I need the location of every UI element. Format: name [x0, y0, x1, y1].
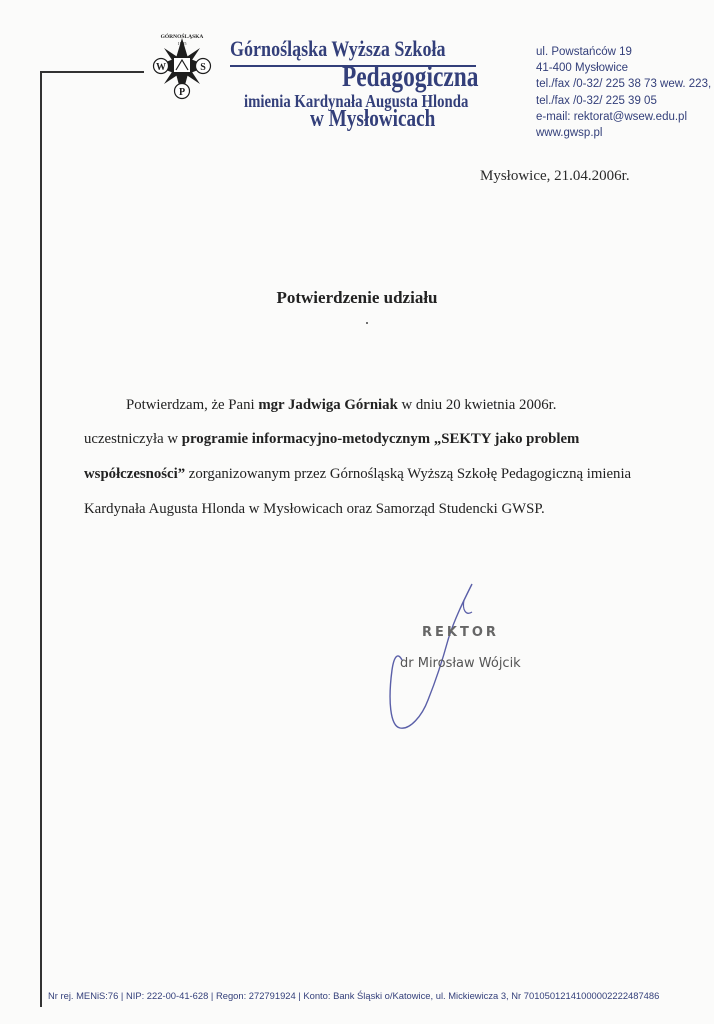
school-logo — [148, 32, 216, 104]
logo-letter-w: W — [156, 62, 166, 73]
participant-name: mgr Jadwiga Górniak — [258, 397, 398, 413]
school-name-line1: Górnośląska Wyższa Szkoła — [230, 36, 446, 61]
address-street: ul. Powstańców 19 — [536, 46, 632, 58]
school-name-line3: imienia Kardynała Augusta Hlonda — [244, 91, 469, 111]
body-line-3 — [84, 466, 631, 483]
logo-year: 1995 — [177, 41, 187, 46]
body-line-1 — [126, 397, 556, 414]
left-margin-rule — [40, 72, 42, 1007]
document-title: Potwierdzenie udziału — [276, 288, 438, 307]
header-rule — [40, 71, 144, 73]
letter-date: Mysłowice, 21.04.2006r. — [480, 168, 630, 184]
address-city: 41-400 Mysłowice — [536, 62, 629, 75]
logo-letter-s: S — [200, 62, 206, 73]
body-line-3-end: zorganizowanym przez Górnośląską Wyższą Szkołę Pedagogiczną imienia — [185, 466, 632, 482]
school-name-line2: Pedagogiczna — [342, 60, 479, 93]
logo-top-text: GÓRNOŚLĄSKA — [160, 34, 204, 40]
program-name-part2: współczesności” — [84, 466, 186, 482]
body-line-1-end: w dniu 20 kwietnia 2006r. — [397, 397, 557, 413]
stray-dot — [366, 322, 368, 324]
body-line-2 — [84, 431, 579, 448]
signature-role-stamp: REKTOR — [422, 625, 499, 640]
logo-letter-p: P — [178, 87, 186, 98]
program-name-part1: programie informacyjno-metodycznym „SEKTY jako problem — [181, 431, 580, 447]
address-phone2: tel./fax /0-32/ 225 39 05 — [536, 94, 657, 107]
body-line-2-start: uczestniczyła w — [84, 431, 182, 447]
address-email: e-mail: rektorat@wsew.edu.pl — [536, 110, 688, 123]
address-block — [536, 44, 711, 141]
school-name-line4: w Mysłowicach — [310, 106, 436, 132]
body-line-4: Kardynała Augusta Hlonda w Mysłowicach oraz Samorząd Studencki GWSP. — [84, 501, 545, 517]
address-www: www.gwsp.pl — [536, 127, 603, 140]
signature-name-stamp: dr Mirosław Wójcik — [400, 656, 521, 671]
footer-registration: Nr rej. MENiS:76 | NIP: 222-00-41-628 | Regon: 272791924 | Konto: Bank Śląski o/Katowice, ul. Mickiewicza 3, Nr 70105012141000002222487486 — [48, 990, 660, 1001]
body-line-1-start: Potwierdzam, że Pani — [126, 397, 259, 413]
address-phone1: tel./fax /0-32/ 225 38 73 wew. 223, — [536, 78, 712, 91]
